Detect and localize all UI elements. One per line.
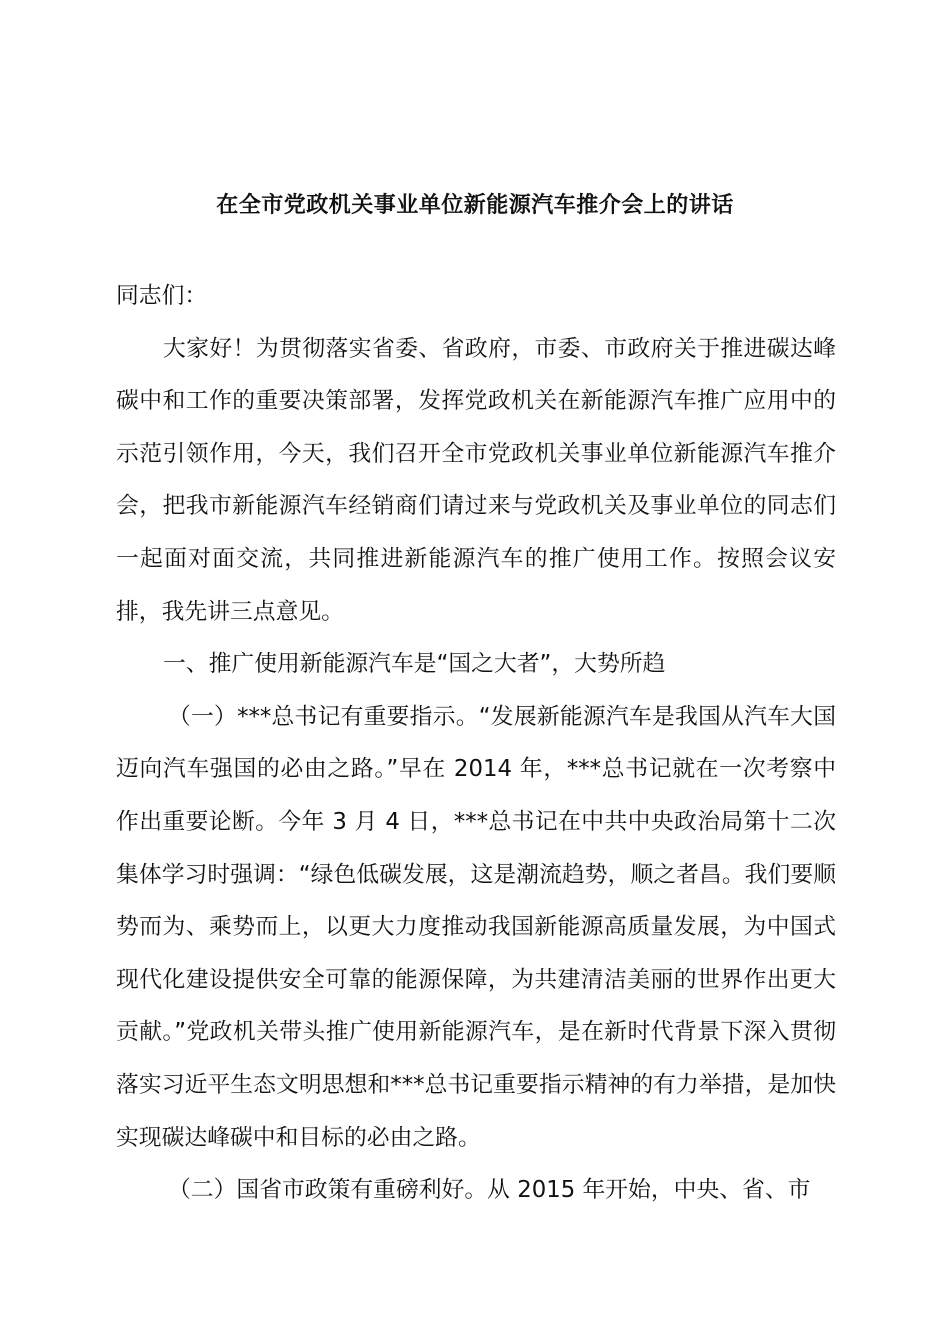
- section-heading-1: 一、推广使用新能源汽车是“国之大者”，大势所趋: [163, 651, 666, 678]
- paragraph-subsection-1: （一）***总书记有重要指示。“发展新能源汽车是我国从汽车大国迈向汽车强国的必由之路。”早在 2014 年，***总书记就在一次考察中作出重要论断。今年 3 月 4 日，***总书记在中共中央政治局第十二次集体学习时强调：“绿色低碳发展，这是潮流趋势，顺之者昌。我们要顺势而为、乘势而上，以更大力度推动我国新能源高质量发展，为中国式现代化建设提供安全可靠的能源保障，为共建清洁美丽的世界作出更大贡献。”党政机关带头推广使用新能源汽车，是在新时代背景下深入贯彻落实习近平生态文明思想和***总书记重要指示精神的有力举措，是加快实现碳达峰碳中和目标的必由之路。: [116, 703, 836, 1151]
- paragraph-subsection-2: （二）国省市政策有重磅利好。从 2015 年开始，中央、省、市: [168, 1177, 811, 1204]
- paragraph-opening: 大家好！为贯彻落实省委、省政府，市委、市政府关于推进碳达峰碳中和工作的重要决策部署，发挥党政机关在新能源汽车推广应用中的示范引领作用，今天，我们召开全市党政机关事业单位新能源汽车推介会，把我市新能源汽车经销商们请过来与党政机关及事业单位的同志们一起面对面交流，共同推进新能源汽车的推广使用工作。按照会议安排，我先讲三点意见。: [116, 335, 836, 625]
- document-title: 在全市党政机关事业单位新能源汽车推介会上的讲话: [216, 193, 734, 218]
- document-body: [116, 270, 836, 1217]
- salutation: 同志们：: [116, 283, 208, 309]
